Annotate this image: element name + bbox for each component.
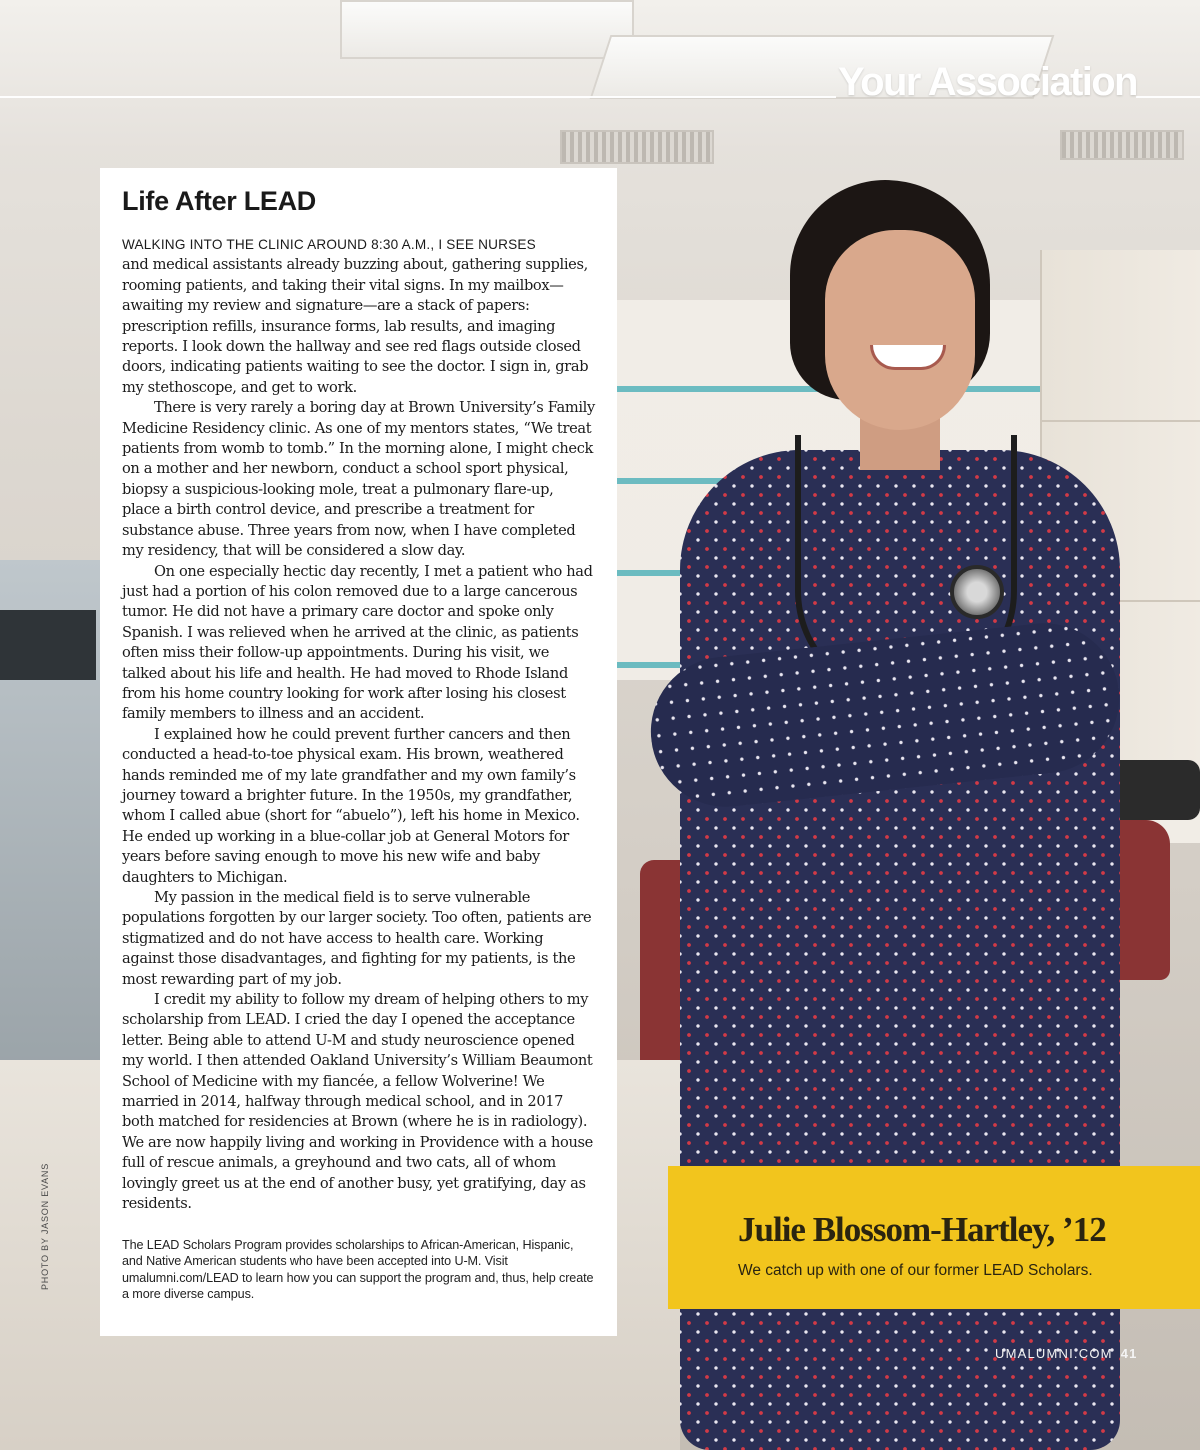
article-panel: [100, 168, 617, 1336]
article-paragraph: My passion in the medical field is to serve vulnerable populations forgotten by our larger society. Too often, patients are stigmatized and do not have access to health care. Working against those disadvantages, and fighting for my patients, is the most rewarding part of my job.: [122, 889, 592, 988]
footer-site: UMALUMNI.COM: [995, 1346, 1113, 1361]
section-rule-left: [0, 96, 836, 98]
article-paragraph: There is very rarely a boring day at Brown University’s Family Medicine Residency clinic. As one of my mentors states, “We treat patients from womb to tomb.” In the morning alone, I might check on a mother and her newborn, conduct a school sport physical, biopsy a suspicious-looking mole, treat a pulmonary flare-up, place a birth control device, and prescribe a treatment for substance abuse. Three years from now, when I have completed my residency, that will be considered a slow day.: [122, 399, 595, 560]
paragraph-text: and medical assistants already buzzing about, gathering supplies, rooming patients, and taking their vital signs. In my mailbox—awaiting my review and signature—are a stack of papers: prescription refills, insurance forms, lab results, and imaging reports. I look down the hallway and see red flags outside closed doors, indicating patients waiting to see the doctor. I sign in, grab my stethoscope, and get to work.: [122, 256, 589, 396]
section-rule-right: [1136, 96, 1200, 98]
program-footnote: The LEAD Scholars Program provides scholarships to African-American, Hispanic, and Native American students who have been accepted into U-M. Visit umalumni.com/LEAD to learn how you can support the program and, thus, help create a more diverse campus.: [122, 1237, 594, 1302]
article-title: Life After LEAD: [122, 186, 317, 216]
stethoscope-bell-icon: [950, 565, 1004, 619]
profile-subtitle: We catch up with one of our former LEAD Scholars.: [738, 1262, 1093, 1279]
computer-monitor: [0, 610, 96, 680]
page-number: 41: [1120, 1346, 1138, 1361]
ceiling-vent: [1060, 130, 1184, 160]
section-title: Your Association: [838, 60, 1137, 104]
name-callout: [668, 1166, 1200, 1309]
article-paragraph: I credit my ability to follow my dream of helping others to my scholarship from LEAD. I cried the day I opened the acceptance letter. Being able to attend U-M and study neuroscience opened my world. I then attended Oakland University’s William Beaumont School of Medicine with my fiancée, a fellow Wolverine! We married in 2014, halfway through medical school, and in 2017 both matched for residencies at Brown (where he is in radiology). We are now happily living and working in Providence with a house full of rescue animals, a greyhound and two cats, all of whom lovingly greet us at the end of another busy, yet gratifying, day as residents.: [122, 991, 593, 1213]
article-body: [122, 235, 595, 1215]
page-footer: [995, 1346, 1138, 1361]
photo-credit: PHOTO BY JASON EVANS: [40, 1162, 50, 1290]
ceiling-light-panel: [340, 0, 634, 59]
lead-in-caps: WALKING INTO THE CLINIC AROUND 8:30 A.M., I SEE NURSES: [122, 237, 536, 252]
article-paragraph: I explained how he could prevent further cancers and then conducted a head-to-toe physical exam. His brown, weathered hands reminded me of my late grandfather and my own family’s journey toward a brighter future. In the 1950s, my grandfather, whom I called abue (short for “abuelo”), left his home in Mexico. He ended up working in a blue-collar job at General Motors for years before saving enough to move his new wife and baby daughters to Michigan.: [122, 725, 580, 886]
ceiling-vent: [560, 130, 714, 164]
article-paragraph: [122, 235, 595, 398]
article-paragraph: On one especially hectic day recently, I met a patient who had just had a portion of his colon removed due to a large cancerous tumor. He did not have a primary care doctor and spoke only Spanish. I was relieved when he arrived at the clinic, as patients often miss their follow-up appointments. During his visit, we talked about his life and health. He had moved to Rhode Island from his home country looking for work after losing his closest family members to illness and an accident.: [122, 562, 593, 723]
profile-name: Julie Blossom-Hartley, ’12: [738, 1210, 1106, 1249]
face: [825, 230, 975, 430]
